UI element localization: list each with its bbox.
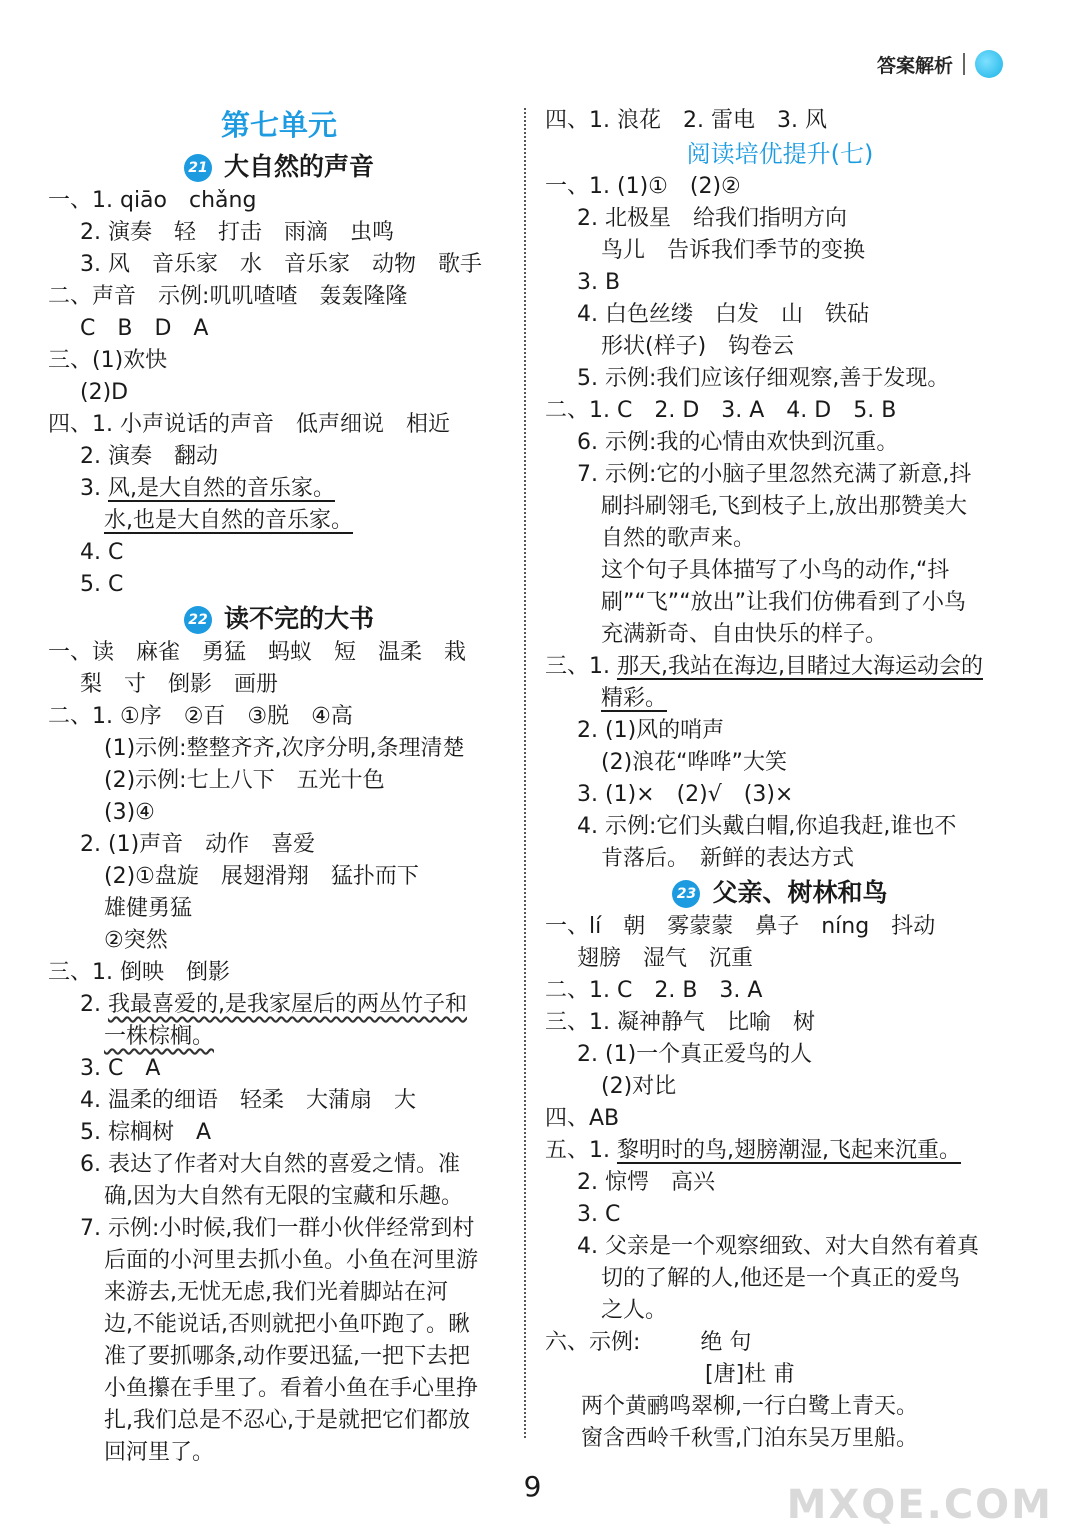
answer-line: [545, 1327, 1015, 1359]
answer-line: 充满新奇、自由快乐的样子。: [601, 622, 888, 647]
answer-line: 6. 表达了作者对大自然的喜爱之情。准: [80, 1152, 460, 1177]
answer-line: 梨 寸 倒影 画册: [80, 672, 279, 697]
answer-line: 4. 父亲是一个观察细致、对大自然有着真: [577, 1234, 979, 1259]
header-badge-icon: [975, 50, 1003, 78]
answer-line: 之人。: [601, 1298, 668, 1323]
answer-line: 来游去,无忧无虑,我们光着脚站在河: [104, 1280, 448, 1305]
lesson-title-text: 读不完的大书: [223, 604, 374, 633]
answer-number: 三、1.: [545, 654, 617, 679]
answer-line: 5. C: [80, 572, 124, 597]
answer-line: (3)④: [104, 800, 155, 825]
answer-line: 2. 惊愕 高兴: [577, 1170, 715, 1195]
answer-line: 3. C: [577, 1202, 621, 1227]
answer-line: 3. 风 音乐家 水 音乐家 动物 歌手: [80, 252, 482, 277]
wavy-underlined-answer: 一株棕榈。: [104, 1024, 215, 1049]
answer-line: 刷”“飞”“放出”让我们仿佛看到了小鸟: [601, 590, 966, 615]
answer-line: 一、1. qiāo chǎng: [48, 188, 257, 213]
answer-line: 一、读 麻雀 勇猛 蚂蚁 短 温柔 栽: [48, 640, 467, 665]
answer-line: C B D A: [80, 316, 209, 341]
answer-line: 四、1. 浪花 2. 雷电 3. 风: [545, 108, 827, 133]
answer-line: 5. 示例:我们应该仔细观察,善于发现。: [577, 366, 950, 391]
answer-line: (2)D: [80, 380, 129, 405]
answer-number: 3.: [80, 476, 108, 501]
answer-line: 这个句子具体描写了小鸟的动作,“抖: [601, 558, 950, 583]
answer-line: 2. (1)风的哨声: [577, 718, 725, 743]
answer-line: [48, 1021, 510, 1053]
page-number: 9: [523, 1470, 542, 1503]
answer-line: 二、声音 示例:叽叽喳喳 轰轰隆隆: [48, 284, 408, 309]
answer-line: 4. 白色丝缕 白发 山 铁砧: [577, 302, 869, 327]
answer-line: 雄健勇猛: [104, 896, 193, 921]
answer-line: 3. B: [577, 270, 621, 295]
poem-title: 绝 句: [700, 1330, 752, 1355]
answer-line: 鸟儿 告诉我们季节的变换: [601, 238, 866, 263]
unit-title: 第七单元: [220, 108, 337, 142]
lesson-title-text: 大自然的声音: [223, 152, 374, 181]
lesson-number-badge: 22: [184, 606, 212, 634]
answer-line: 2. (1)一个真正爱鸟的人: [577, 1042, 813, 1067]
answer-line: 切的了解的人,他还是一个真正的爱鸟: [601, 1266, 960, 1291]
answer-line: 5. 棕榈树 A: [80, 1120, 212, 1145]
answer-line: [545, 683, 1015, 715]
poem-author: [唐]杜 甫: [705, 1362, 796, 1387]
answer-line: 小鱼攥在手里了。看着小鱼在手心里挣: [104, 1376, 479, 1401]
answer-line: (2)①盘旋 展翅滑翔 猛扑而下: [104, 864, 419, 889]
answer-line: [48, 505, 510, 537]
answer-line: 翅膀 湿气 沉重: [577, 946, 754, 971]
answer-line: 二、1. C 2. B 3. A: [545, 978, 763, 1003]
answer-number: 五、1.: [545, 1138, 617, 1163]
poem-label: 六、示例:: [545, 1330, 641, 1355]
answer-line: 自然的歌声来。: [601, 526, 756, 551]
answer-line: (1)示例:整整齐齐,次序分明,条理清楚: [104, 736, 465, 761]
answer-line: [48, 989, 510, 1021]
answer-line: 形状(样子) 钩卷云: [601, 334, 795, 359]
answer-line: (2)示例:七上八下 五光十色: [104, 768, 385, 793]
answer-line: 确,因为大自然有无限的宝藏和乐趣。: [104, 1184, 463, 1209]
answer-line: 回河里了。: [104, 1440, 215, 1465]
watermark-logo: MXQE.COM: [786, 1482, 1053, 1528]
reading-section-title: 阅读培优提升(七): [686, 140, 874, 168]
answer-line: 7. 示例:小时候,我们一群小伙伴经常到村: [80, 1216, 475, 1241]
answer-line: 一、lí 朝 雾蒙蒙 鼻子 níng 抖动: [545, 914, 936, 939]
column-divider: [524, 108, 526, 1438]
answer-number: 2.: [80, 992, 108, 1017]
answer-line: 二、1. ①序 ②百 ③脱 ④高: [48, 704, 353, 729]
answer-line: 三、1. 倒映 倒影: [48, 960, 230, 985]
answer-line: 准了要抓哪条,动作要迅猛,一把下去把: [104, 1344, 470, 1369]
answer-line: 4. 温柔的细语 轻柔 大蒲扇 大: [80, 1088, 416, 1113]
answer-line: [48, 473, 510, 505]
left-column: [48, 105, 510, 1469]
lesson-number-badge: 21: [184, 154, 212, 182]
answer-line: 扎,我们总是不忍心,于是就把它们都放: [104, 1408, 470, 1433]
answer-line: 一、1. (1)① (2)②: [545, 174, 741, 199]
poem-line: 两个黄鹂鸣翠柳,一行白鹭上青天。: [581, 1394, 918, 1419]
answer-line: 四、AB: [545, 1106, 620, 1131]
answer-line: (2)浪花“哗哗”大笑: [601, 750, 787, 775]
poem-line: 窗含西岭千秋雪,门泊东吴万里船。: [581, 1426, 918, 1451]
answer-line: 四、1. 小声说话的声音 低声细说 相近: [48, 412, 450, 437]
underlined-answer: 水,也是大自然的音乐家。: [104, 508, 353, 533]
answer-line: 三、(1)欢快: [48, 348, 168, 373]
answer-line: 后面的小河里去抓小鱼。小鱼在河里游: [104, 1248, 479, 1273]
answer-line: ②突然: [104, 928, 168, 953]
answer-line: 2. (1)声音 动作 喜爱: [80, 832, 316, 857]
answer-line: 2. 演奏 轻 打击 雨滴 虫鸣: [80, 220, 394, 245]
header-title: 答案解析: [876, 54, 953, 77]
answer-line: 三、1. 凝神静气 比喻 树: [545, 1010, 815, 1035]
answer-line: 3. (1)× (2)√ (3)×: [577, 782, 794, 807]
answer-line: (2)对比: [601, 1074, 677, 1099]
underlined-answer: 风,是大自然的音乐家。: [107, 476, 335, 501]
lesson-22-title: [48, 601, 510, 637]
answer-line: 2. 演奏 翻动: [80, 444, 218, 469]
underlined-answer: 黎明时的鸟,翅膀潮湿,飞起来沉重。: [616, 1138, 961, 1163]
lesson-21-title: [48, 149, 510, 185]
answer-line: 边,不能说话,否则就把小鱼吓跑了。瞅: [104, 1312, 470, 1337]
answer-line: 二、1. C 2. D 3. A 4. D 5. B: [545, 398, 897, 423]
answer-line: 肯落后。 新鲜的表达方式: [601, 846, 855, 871]
lesson-number-badge: 23: [672, 880, 700, 908]
answer-line: 3. C A: [80, 1056, 161, 1081]
underlined-answer: 那天,我站在海边,目睹过大海运动会的: [616, 654, 983, 679]
answer-line: 刷抖刷翎毛,飞到枝子上,放出那赞美大: [601, 494, 967, 519]
answer-line: 2. 北极星 给我们指明方向: [577, 206, 847, 231]
lesson-23-title: [545, 875, 1015, 911]
answer-line: [545, 1135, 1015, 1167]
answer-line: 4. C: [80, 540, 124, 565]
underlined-answer: 精彩。: [601, 686, 668, 711]
answer-line: [545, 651, 1015, 683]
page-header: [877, 50, 1003, 78]
answer-line: 7. 示例:它的小脑子里忽然充满了新意,抖: [577, 462, 972, 487]
answer-line: 6. 示例:我的心情由欢快到沉重。: [577, 430, 899, 455]
header-divider: [963, 53, 965, 75]
answer-line: 4. 示例:它们头戴白帽,你追我赶,谁也不: [577, 814, 957, 839]
lesson-title-text: 父亲、树林和鸟: [712, 878, 888, 907]
right-column: [545, 105, 1015, 1455]
wavy-underlined-answer: 我最喜爱的,是我家屋后的两丛竹子和: [107, 992, 467, 1017]
